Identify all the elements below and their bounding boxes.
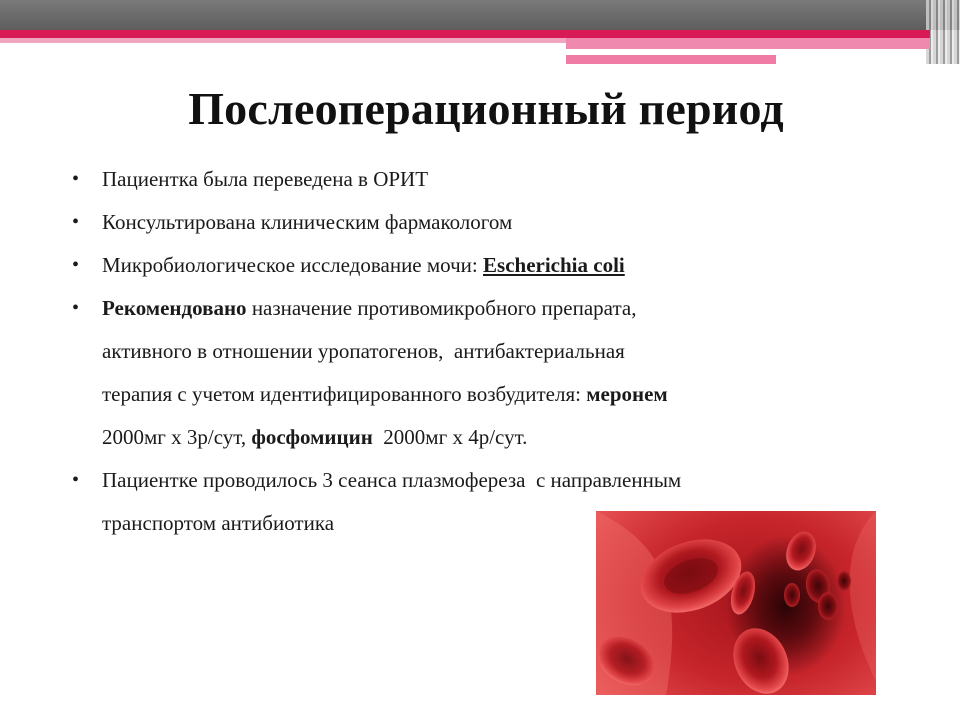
- pathogen-name: Escherichia coli: [483, 253, 625, 277]
- bullet-text: терапия с учетом идентифицированного возбудителя:: [102, 382, 587, 406]
- bullet-item: [72, 201, 862, 244]
- bullet-text: активного в отношении уропатогенов, антибактериальная: [102, 339, 625, 363]
- header-pink-bar-short: [566, 55, 776, 64]
- drug-name-meropenem: меронем: [586, 382, 668, 406]
- header-grey-bar: [0, 0, 960, 30]
- bullet-symbol: •: [72, 211, 80, 233]
- header-white-line: [775, 50, 890, 53]
- header-pink-bar-right: [566, 38, 930, 49]
- bullet-text: Пациентке проводилось 3 сеанса плазмофереза с направленным: [102, 468, 682, 492]
- bullet-list: [72, 158, 862, 545]
- bullet-text: транспортом антибиотика: [102, 511, 335, 535]
- bullet-text: 2000мг х 3р/сут,: [102, 425, 252, 449]
- header-light-pink-bar: [0, 38, 566, 43]
- bullet-text: 2000мг х 4р/сут.: [372, 425, 528, 449]
- bullet-symbol: •: [72, 254, 80, 276]
- bullet-symbol: •: [72, 297, 80, 319]
- bullet-text: Пациентка была переведена в ОРИТ: [102, 167, 429, 191]
- bullet-item: [72, 244, 862, 287]
- bullet-text: Микробиологическое исследование мочи:: [102, 253, 484, 277]
- bullet-text: Консультирована клиническим фармакологом: [102, 210, 513, 234]
- header-pink-bar: [0, 30, 930, 38]
- blood-cells-illustration: [596, 511, 876, 695]
- recommendation-lead: Рекомендовано: [102, 296, 247, 320]
- bullet-text: назначение противомикробного препарата,: [246, 296, 637, 320]
- bullet-symbol: •: [72, 469, 80, 491]
- header-stripes-decoration: [926, 0, 960, 64]
- bullet-item: [72, 287, 862, 459]
- drug-name-fosfomycin: фосфомицин: [251, 425, 373, 449]
- bullet-item: [72, 158, 862, 201]
- bullet-symbol: •: [72, 168, 80, 190]
- slide-title: Послеоперационный период: [188, 83, 784, 134]
- blood-cells-image: [596, 511, 876, 695]
